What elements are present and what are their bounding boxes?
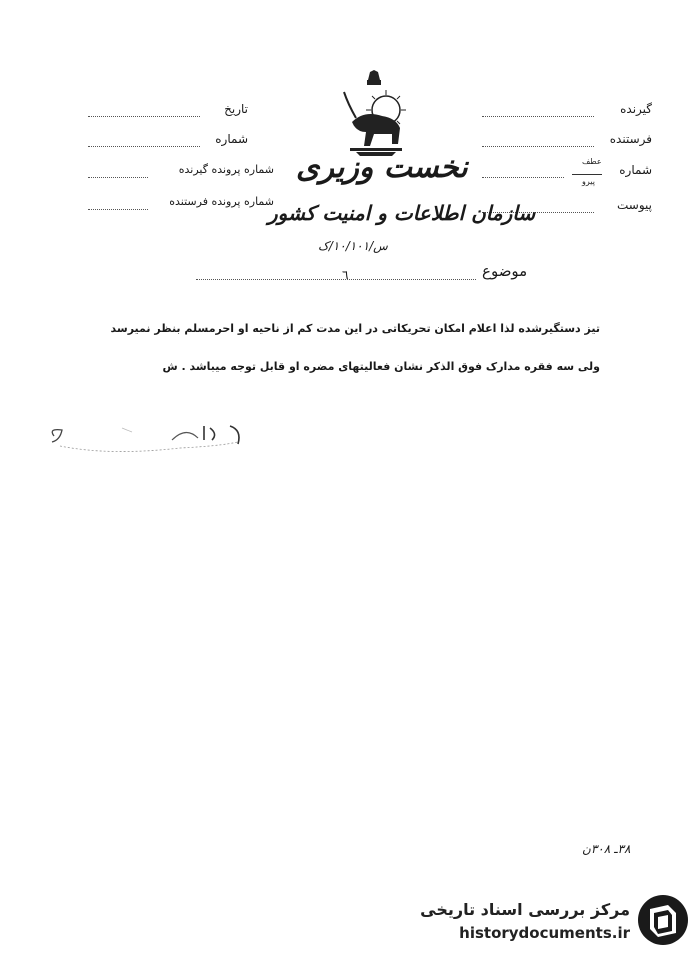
lion-and-sun-emblem-icon: [334, 70, 414, 158]
title-line-1: نخست وزیری: [296, 150, 468, 185]
watermark-title: مرکز بررسی اسناد تاریخی: [420, 900, 630, 919]
subject-value: ٦: [342, 268, 349, 282]
footer-doc-number: ۳۸ـ ۳۰۸ن: [582, 842, 631, 856]
number-label-right: شماره: [619, 163, 652, 177]
receiver-file-field: [88, 163, 274, 183]
body-line-2: ولی سه فقره مدارک فوق الذکر نشان فعالیتهای مضره او قابل توجه میباشد . ش: [162, 360, 600, 373]
number-dots-right: [482, 177, 564, 178]
number-field-right: [482, 163, 652, 183]
document-code: س/۱۰/۱۰۱/ک: [318, 239, 388, 253]
recipient-field: [482, 102, 652, 122]
fraction-top: عطف: [582, 157, 602, 166]
sender-file-label: شماره پرونده فرستنده: [169, 195, 274, 208]
watermark-url: historydocuments.ir: [459, 924, 630, 942]
receiver-file-label: شماره پرونده گیرنده: [178, 163, 274, 176]
date-label: تاریخ: [224, 102, 248, 116]
attachment-label: پیوست: [617, 198, 652, 212]
fraction-bottom: پیرو: [582, 177, 595, 186]
subject-dots: [196, 279, 476, 280]
body-line-1: تیز دستگیرشده لذا اعلام امکان تحریکاتی در این مدت کم از ناحیه او احرمسلم بنظر نمیرسد: [110, 322, 600, 335]
number-field-left: [88, 132, 248, 152]
number-label-left: شماره: [215, 132, 248, 146]
sender-file-field: [88, 195, 274, 215]
recipient-label: گیرنده: [620, 102, 652, 116]
title-line-2: سازمان اطلاعات و امنیت کشور: [268, 201, 536, 225]
date-dots: [88, 116, 200, 117]
sender-field: [482, 132, 652, 152]
receiver-file-dots: [88, 177, 148, 178]
number-dots-left: [88, 146, 200, 147]
sender-label: فرستنده: [609, 132, 652, 146]
signature-icon: [40, 412, 260, 460]
sender-dots: [482, 146, 594, 147]
archive-logo-icon: [636, 893, 690, 947]
sender-file-dots: [88, 209, 148, 210]
subject-label: موضوع: [482, 262, 528, 280]
date-field: [88, 102, 248, 122]
recipient-dots: [482, 116, 594, 117]
fraction-bar: [572, 174, 602, 175]
